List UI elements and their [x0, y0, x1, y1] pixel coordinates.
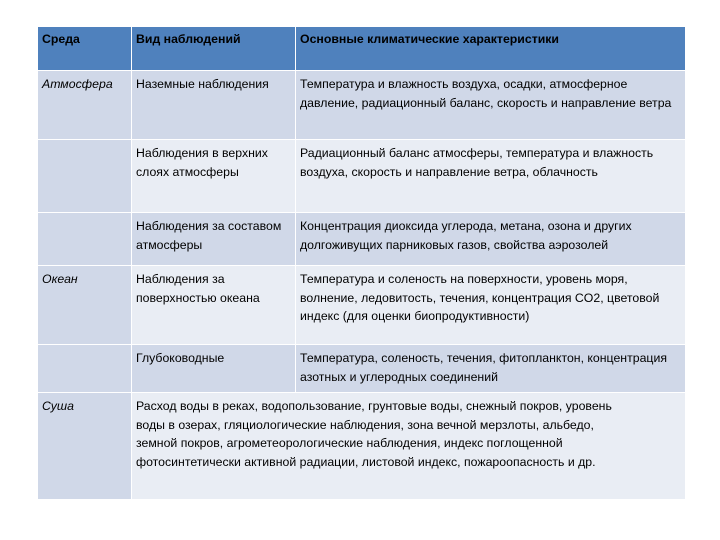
- table-row: [38, 140, 686, 213]
- environment-cell-ocean: Океан: [38, 266, 132, 345]
- environment-cell: [38, 345, 132, 393]
- table-row: [38, 393, 686, 500]
- table-row: [38, 71, 686, 140]
- environment-cell: [38, 213, 132, 266]
- characteristics-cell-land: [132, 393, 686, 500]
- table-row: [38, 213, 686, 266]
- table-row: [38, 266, 686, 345]
- header-observation-type: Вид наблюдений: [132, 27, 296, 71]
- characteristics-cell: Концентрация диоксида углерода, метана, озона и других долгоживущих парниковых газов, свойства аэрозолей: [296, 213, 686, 266]
- observation-cell: Наблюдения в верхних слоях атмосферы: [132, 140, 296, 213]
- land-text-line: земной покров, агрометеорологические наблюдения, индекс поглощенной: [136, 436, 563, 450]
- characteristics-cell: Температура и соленость на поверхности, уровень моря, волнение, ледовитость, течения, концентрация CO2, цветовой индекс (для оценки биопродуктивности): [296, 266, 686, 345]
- environment-cell-land: Суша: [38, 393, 132, 500]
- land-text-line: воды в озерах, гляциологические наблюдения, зона вечной мерзлоты, альбедо,: [136, 417, 594, 432]
- observation-cell: Глубоководные: [132, 345, 296, 393]
- land-text-line: фотосинтетически активной радиации, листовой индекс, пожароопасность и др.: [136, 454, 596, 469]
- land-text-line: Расход воды в реках, водопользование, грунтовые воды, снежный покров, уровень: [136, 399, 612, 413]
- climate-observations-table: [37, 26, 686, 500]
- table-row: [38, 345, 686, 393]
- header-environment: Среда: [38, 27, 132, 71]
- characteristics-cell: Температура и влажность воздуха, осадки, атмосферное давление, радиационный баланс, скорость и направление ветра: [296, 71, 686, 140]
- environment-cell-atmosphere: Атмосфера: [38, 71, 132, 140]
- observation-cell: Наблюдения за поверхностью океана: [132, 266, 296, 345]
- table-header-row: [38, 27, 686, 71]
- characteristics-cell: Радиационный баланс атмосферы, температура и влажность воздуха, скорость и направление ветра, облачность: [296, 140, 686, 213]
- observation-cell: Наблюдения за составом атмосферы: [132, 213, 296, 266]
- header-characteristics: Основные климатические характеристики: [296, 27, 686, 71]
- environment-cell: [38, 140, 132, 213]
- observation-cell: Наземные наблюдения: [132, 71, 296, 140]
- characteristics-cell: Температура, соленость, течения, фитопланктон, концентрация азотных и углеродных соединений: [296, 345, 686, 393]
